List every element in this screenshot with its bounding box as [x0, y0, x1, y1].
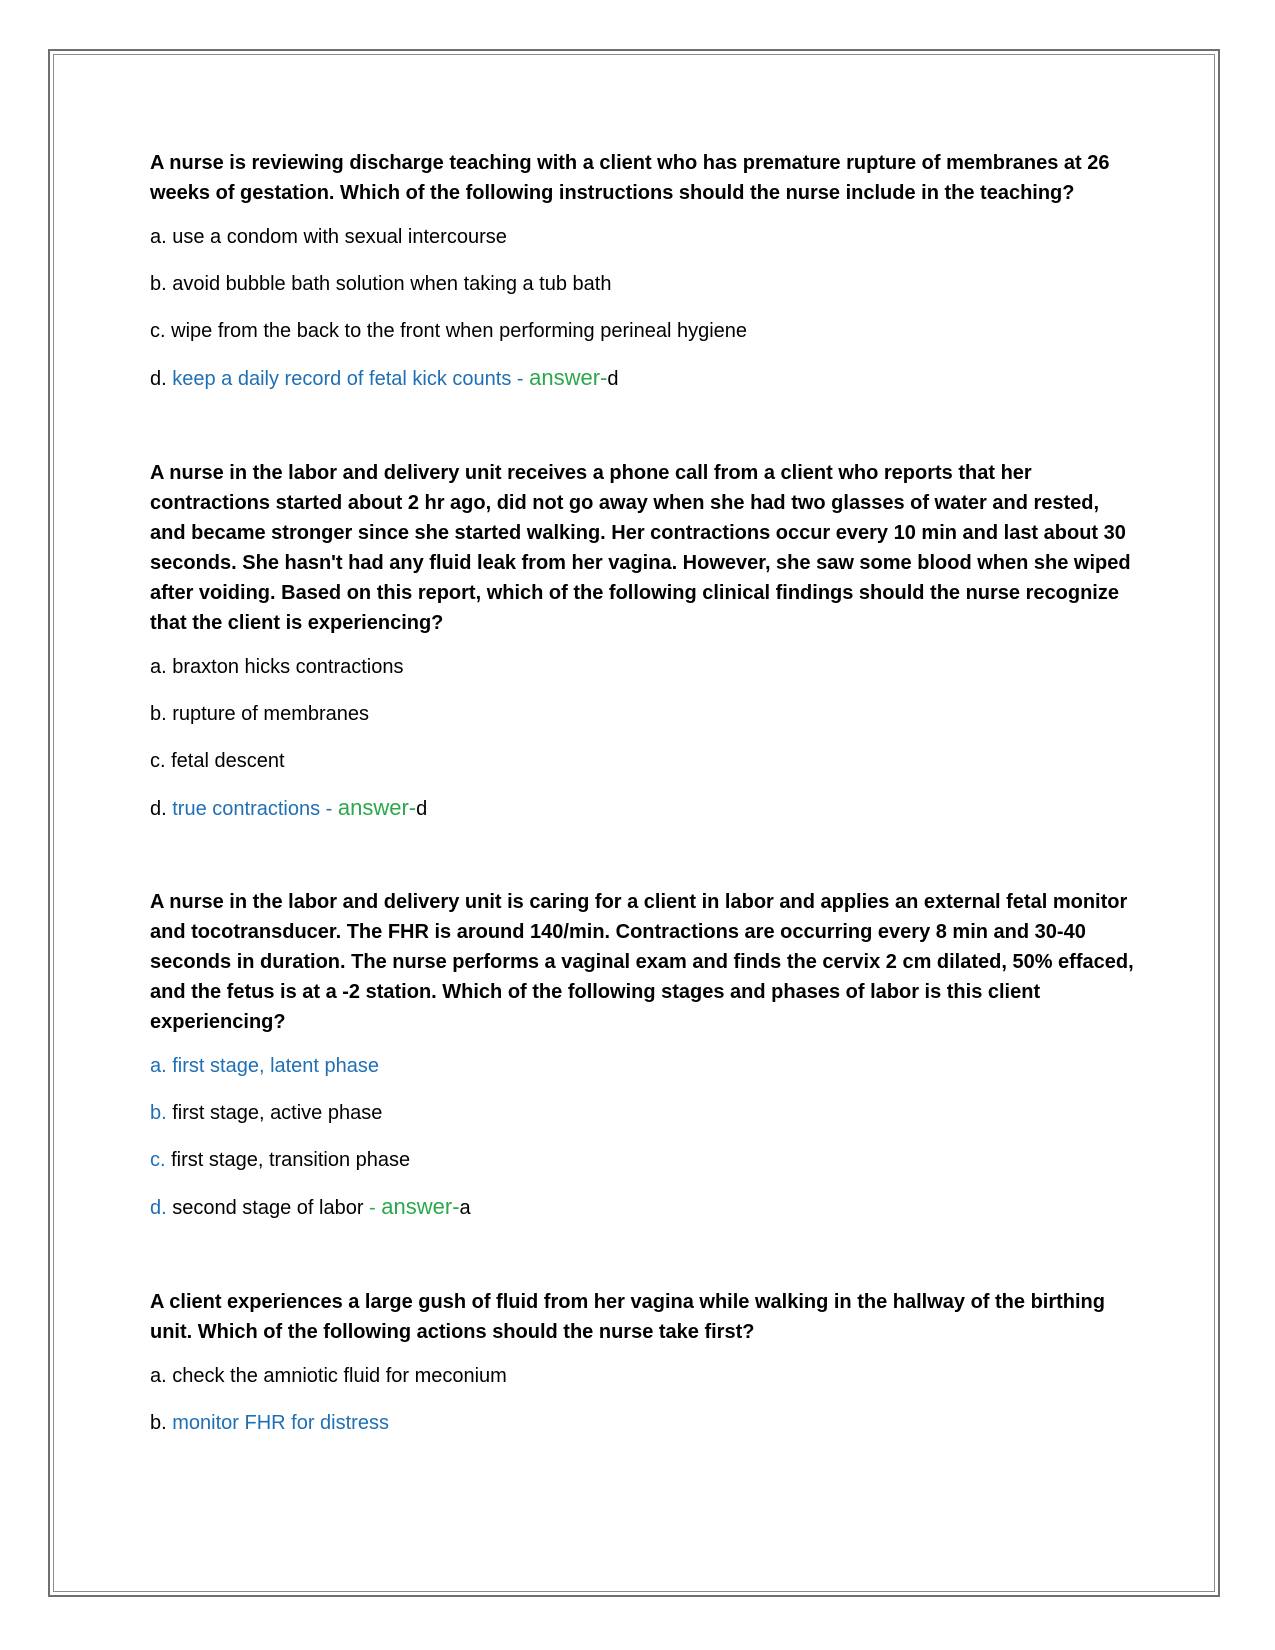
answer-value: a	[459, 1197, 471, 1219]
question-stem: A nurse in the labor and delivery unit receives a phone call from a client who reports that her contractions started about 2 hr ago, did not go away when she had two glasses of water and rested, and became stronger since she started walking. Her contractions occur every 10 min and last about 30 seconds. She hasn't had any fluid leak from her vagina. However, she saw some blood when she wiped after voiding. Based on this report, which of the following clinical findings should the nurse recognize that the client is experiencing?	[150, 462, 1131, 634]
option-letter: b.	[150, 273, 167, 295]
option-b	[150, 699, 1140, 729]
option-text-correct: monitor FHR for distress	[172, 1412, 389, 1434]
option-text: wipe from the back to the front when performing perineal hygiene	[171, 320, 748, 342]
option-letter: d.	[150, 798, 167, 820]
option-text: rupture of membranes	[172, 703, 370, 725]
option-a	[150, 652, 1140, 682]
question-3	[150, 887, 1140, 1223]
option-c	[150, 316, 1140, 346]
option-text-correct: true contractions	[172, 798, 321, 820]
option-d	[150, 793, 1140, 824]
question-1	[150, 148, 1140, 394]
option-letter: d.	[150, 1197, 167, 1219]
answer-separator: -	[363, 1197, 382, 1219]
question-2	[150, 458, 1140, 824]
option-c	[150, 1145, 1140, 1175]
answer-value: d	[607, 368, 619, 390]
option-letter: a.	[150, 226, 167, 248]
answer-label: answer-	[529, 365, 608, 390]
option-letter: b.	[150, 703, 167, 725]
answer-label: answer-	[337, 795, 417, 820]
question-4	[150, 1287, 1140, 1438]
option-text: avoid bubble bath solution when taking a tub bath	[172, 273, 612, 295]
answer-value: d	[416, 798, 428, 820]
option-text: braxton hicks contractions	[172, 656, 404, 678]
option-a	[150, 1051, 1140, 1081]
option-text: first stage, active phase	[172, 1102, 383, 1124]
question-stem: A nurse is reviewing discharge teaching with a client who has premature rupture of membranes at 26 weeks of gestation. Which of the following instructions should the nurse include in the teaching?	[150, 152, 1110, 204]
option-b	[150, 1408, 1140, 1438]
option-letter: b.	[150, 1412, 167, 1434]
answer-separator: -	[511, 368, 530, 390]
option-b	[150, 269, 1140, 299]
answer-separator: -	[320, 798, 338, 820]
question-stem: A client experiences a large gush of fluid from her vagina while walking in the hallway of the birthing unit. Which of the following actions should the nurse take first?	[150, 1291, 1105, 1343]
question-stem: A nurse in the labor and delivery unit is caring for a client in labor and applies an external fetal monitor and tocotransducer. The FHR is around 140/min. Contractions are occurring every 8 min and 30-40 seconds in duration. The nurse performs a vaginal exam and finds the cervix 2 cm dilated, 50% effaced, and the fetus is at a -2 station. Which of the following stages and phases of labor is this client experiencing?	[150, 891, 1134, 1033]
option-letter: c.	[150, 1149, 166, 1171]
option-letter: b.	[150, 1102, 167, 1124]
option-text: use a condom with sexual intercourse	[172, 226, 507, 248]
option-a	[150, 1361, 1140, 1391]
option-b	[150, 1098, 1140, 1128]
option-text-correct: first stage, latent phase	[172, 1055, 380, 1077]
option-letter: c.	[150, 750, 166, 772]
option-letter: d.	[150, 368, 167, 390]
option-letter: a.	[150, 1055, 167, 1077]
option-letter: a.	[150, 1365, 167, 1387]
answer-label: answer-	[381, 1194, 460, 1219]
option-text: fetal descent	[171, 750, 285, 772]
option-text-correct: keep a daily record of fetal kick counts	[172, 368, 512, 390]
option-d	[150, 363, 1140, 394]
option-text: first stage, transition phase	[171, 1149, 411, 1171]
option-text: second stage of labor	[172, 1197, 364, 1219]
option-letter: a.	[150, 656, 167, 678]
option-letter: c.	[150, 320, 166, 342]
option-c	[150, 746, 1140, 776]
option-d	[150, 1192, 1140, 1223]
option-a	[150, 222, 1140, 252]
option-text: check the amniotic fluid for meconium	[172, 1365, 507, 1387]
document-body	[150, 148, 1140, 1455]
